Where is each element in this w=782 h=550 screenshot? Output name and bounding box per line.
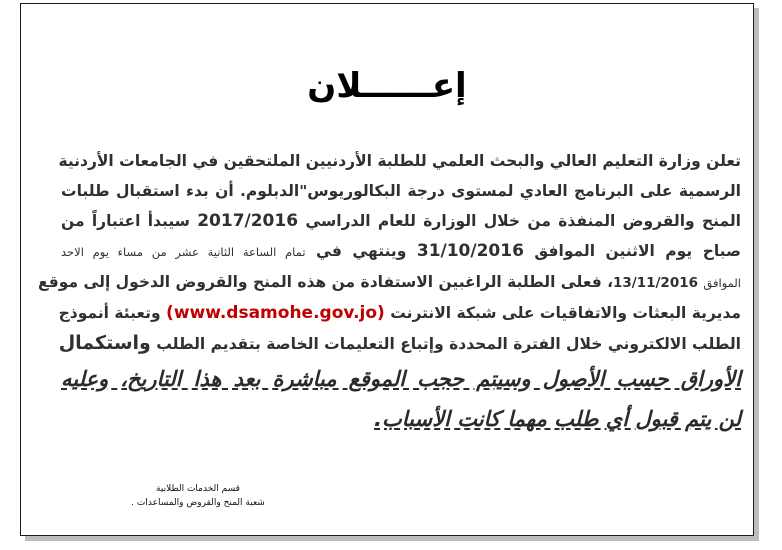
issuer-department: قسم الخدمات الطلابية	[156, 484, 240, 494]
body-line-4-text-b: وينتهي في	[316, 242, 407, 260]
body-line-8: الأوراق حسب الأصول وسيتم حجب الموقع مباشرة بعد هذا التاريخ، وعليه	[61, 367, 741, 391]
body-line-4-text-c: تمام الساعة الثانية عشر من مساء يوم الاحد	[61, 245, 306, 259]
academic-year: 2017/2016	[197, 211, 299, 231]
body-line-3-text-b: سيبدأ اعتباراً من	[61, 212, 190, 230]
body-line-3-text-a: المنح والقروض المنفذة من خلال الوزارة للعام الدراسي	[305, 212, 741, 230]
end-date: 13/11/2016	[613, 275, 699, 291]
issuer-section: شعبة المنح والقروض والمساعدات .	[131, 498, 265, 508]
body-line-1	[58, 146, 741, 176]
body-line-2	[61, 176, 741, 206]
body-line-2-text: الرسمية على البرنامج العادي لمستوى درجة البكالوريوس"الدبلوم. أن بدء استقبال طلبات	[61, 182, 741, 200]
announcement-frame	[20, 3, 754, 536]
body-line-6-text-b: وتعبئة أنموذج	[58, 304, 161, 322]
issuer-signature-block	[123, 482, 273, 510]
body-line-7-text-b: واستكمال	[58, 332, 151, 354]
announcement-title: إعــــــلان	[307, 66, 467, 106]
body-line-4-text-a: صباح يوم الاثنين الموافق	[534, 242, 741, 260]
body-line-5	[38, 267, 741, 298]
website-link[interactable]: (www.dsamohe.gov.jo)	[166, 303, 385, 323]
body-line-1-text: تعلن وزارة التعليم العالي والبحث العلمي للطلبة الأردنيين الملتحقين في الجامعات الأردنية	[58, 152, 741, 170]
body-line-7	[58, 328, 741, 359]
announcement-body	[38, 146, 741, 439]
body-line-3	[61, 206, 741, 236]
start-date: 31/10/2016	[416, 241, 524, 261]
body-line-9: لن يتم قبول أي طلب مهما كانت الأسباب.	[374, 407, 741, 431]
body-line-6	[58, 298, 741, 328]
body-line-4	[61, 236, 741, 267]
body-line-6-text-a: مديرية البعثات والاتفاقيات على شبكة الانترنت	[390, 304, 741, 322]
body-line-7-text-a: الطلب الالكتروني خلال الفترة المحددة وإتباع التعليمات الخاصة بتقديم الطلب	[156, 335, 741, 353]
body-line-5-text-a: الموافق	[703, 276, 741, 290]
body-line-5-text-b: ، فعلى الطلبة الراغبين الاستفادة من هذه المنح والقروض الدخول إلى موقع	[38, 273, 613, 291]
